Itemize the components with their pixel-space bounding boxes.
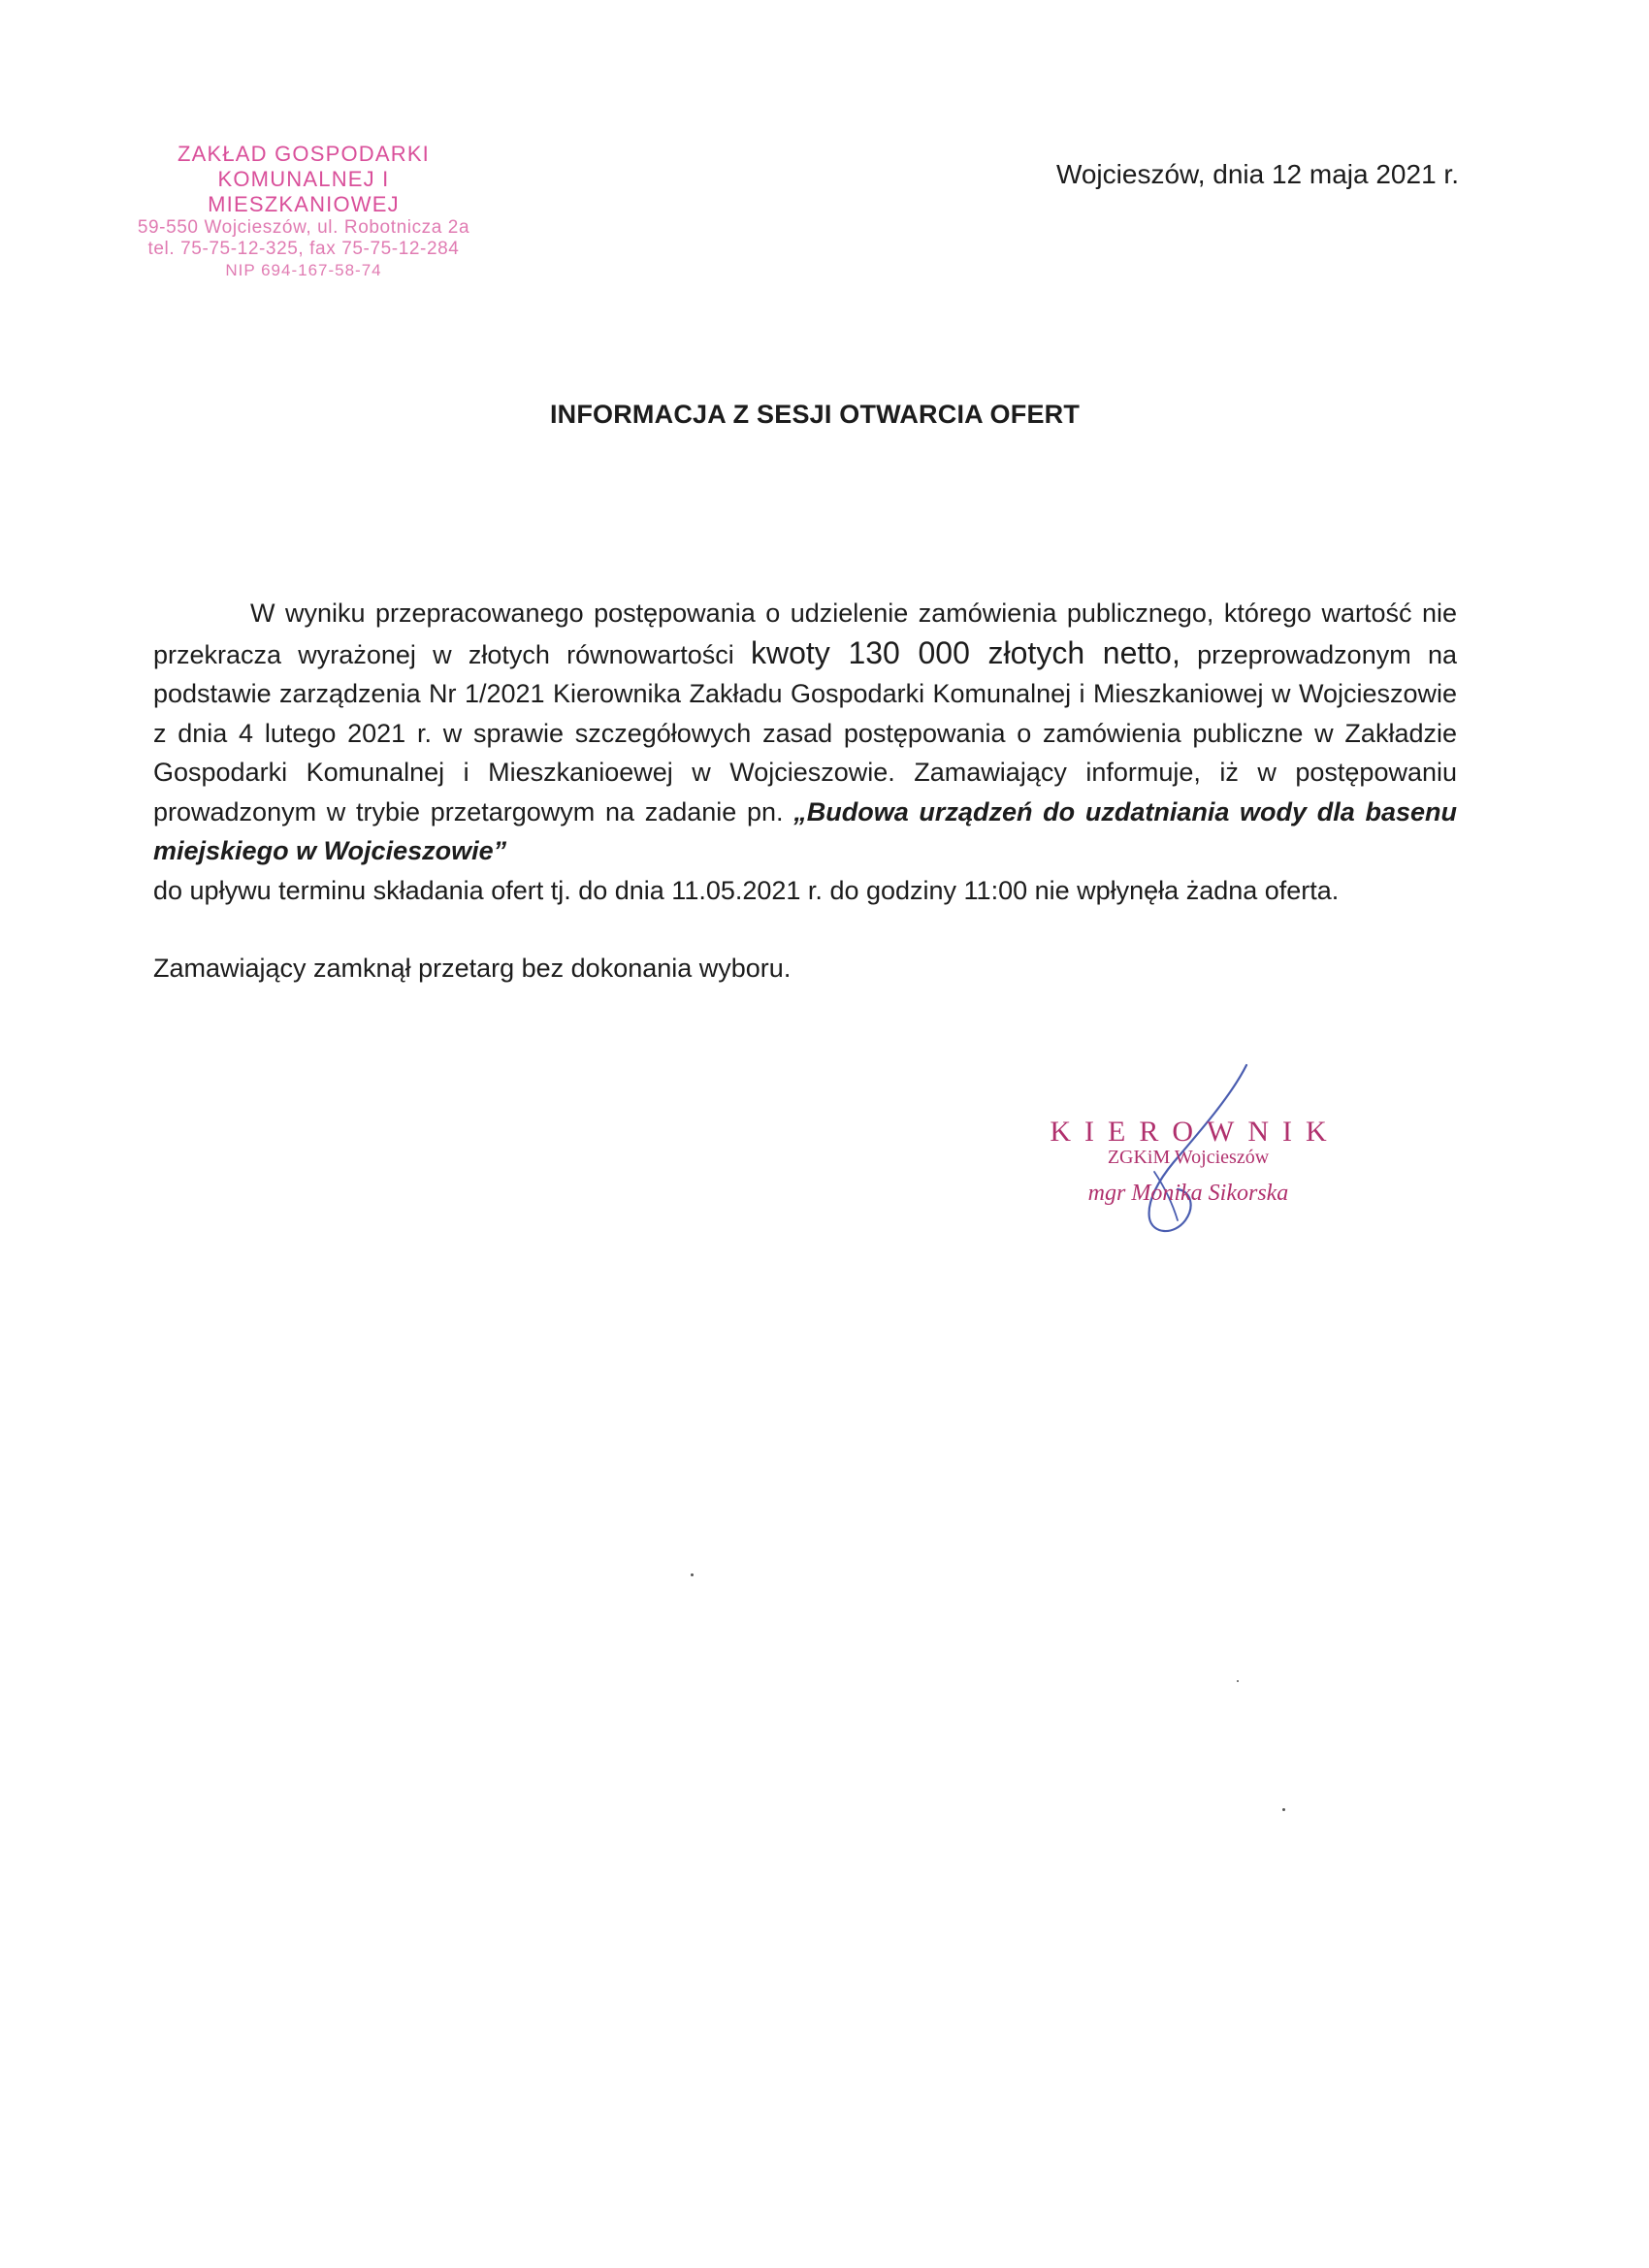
document-body [153, 594, 1457, 988]
signature-unit: ZGKiM Wojcieszów [1107, 1147, 1270, 1168]
body-text-intro: W wyniku przepracowanego postępowania o udzielenie zamówienia publicznego, którego wartość nie przekracza wyrażonej w złotych równowartości [153, 599, 1457, 669]
stamp-address: 59-550 Wojcieszów, ul. Robotnicza 2a [137, 216, 470, 238]
document-date: Wojcieszów, dnia 12 maja 2021 r. [1055, 159, 1459, 189]
signature-stamp [1028, 1116, 1348, 1207]
body-amount: kwoty 130 000 złotych netto, [751, 634, 1180, 670]
stamp-company-name: ZAKŁAD GOSPODARKI [177, 142, 430, 166]
signature-name: mgr Monika Sikorska [1087, 1181, 1289, 1206]
body-paragraph-closing: Zamawiający zamknął przetarg bez dokonania wyboru. [153, 954, 792, 983]
scan-speck [691, 1573, 694, 1576]
stamp-phone-fax: tel. 75-75-12-325, fax 75-75-12-284 [147, 239, 460, 260]
scan-speck [1237, 1680, 1239, 1682]
body-paragraph-deadline: do upływu terminu składania ofert tj. do dnia 11.05.2021 r. do godziny 11:00 nie wpłynęła żadna oferta. [153, 875, 1340, 905]
body-paragraph-main [153, 594, 1457, 871]
body-text-procedure: przeprowadzonym na podstawie zarządzenia Nr 1/2021 Kierownika Zakładu Gospodarki Komunalnej i Mieszkaniowej w Wojcieszowie z dnia 4 lutego 2021 r. w sprawie szczegółowych zasad postępowania o zamówienia publiczne w Zakładzie Gospodarki Komunalnej i Mieszkanioewej w Wojcieszowie. Zamawiający informuje, iż w postępowaniu prowadzonym w trybie przetargowym na zadanie pn. [153, 639, 1457, 826]
stamp-nip: NIP 694-167-58-74 [225, 260, 382, 279]
stamp-company-name-cont: KOMUNALNEJ I MIESZKANIOWEJ [208, 166, 400, 216]
company-stamp [124, 142, 483, 280]
scan-speck [1282, 1808, 1285, 1811]
document-title: INFORMACJA Z SESJI OTWARCIA OFERT [549, 400, 1081, 429]
body-task-name: „Budowa urządzeń do uzdatniania wody dla basenu miejskiego w Wojcieszowie” [153, 796, 1458, 865]
signature-role: KIEROWNIK [1050, 1116, 1341, 1148]
